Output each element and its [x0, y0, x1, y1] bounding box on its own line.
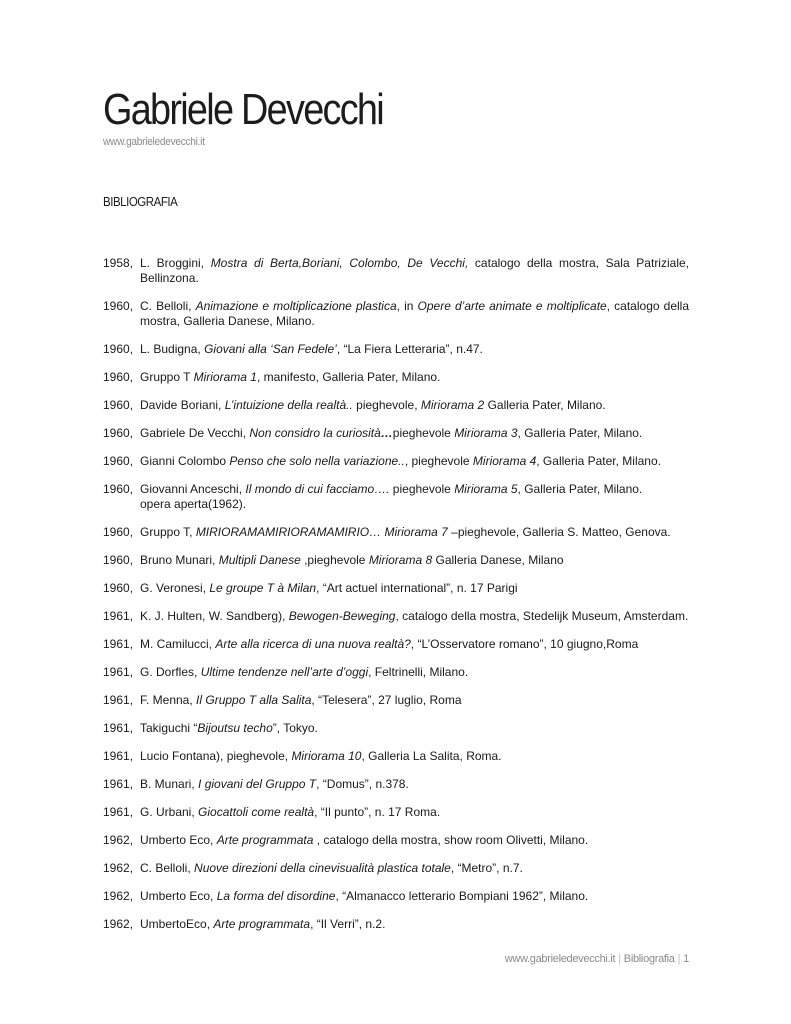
- entry-text-run: Davide Boriani,: [140, 398, 225, 412]
- entry-text-run: Giovanni Anceschi,: [140, 482, 246, 496]
- bibliography-entry: [103, 454, 689, 469]
- entry-text-run: , in: [396, 299, 418, 313]
- entry-text-run: , manifesto, Galleria Pater, Milano.: [256, 370, 441, 384]
- footer-website: www.gabrieledevecchi.it: [504, 953, 616, 965]
- bibliography-entry: [103, 777, 689, 792]
- entry-text-run: , Galleria Pater, Milano.: [536, 454, 661, 468]
- entry-text-run: , Galleria Pater, Milano.: [517, 426, 643, 440]
- page-title: Gabriele Devecchi: [103, 85, 383, 134]
- bibliography-entry: [103, 426, 689, 441]
- entry-work-title: Mostra di Berta,Boriani, Colombo, De Vecchi,: [210, 256, 469, 270]
- entry-text-run: Umberto Eco,: [140, 889, 217, 903]
- bibliography-entry: [103, 482, 689, 512]
- entry-year: 1961,: [103, 637, 134, 651]
- bibliography-entry: [103, 665, 689, 680]
- entry-text-run: Gabriele De Vecchi,: [140, 426, 250, 440]
- bibliography-entry: [103, 889, 689, 904]
- entry-work-title: Le groupe T à Milan: [209, 581, 317, 595]
- footer-separator: |: [618, 953, 621, 965]
- entry-year: 1960,: [103, 370, 134, 384]
- entry-text: [140, 917, 689, 932]
- entry-text-run: ”, Tokyo.: [272, 721, 318, 735]
- bibliography-entry: [103, 637, 689, 652]
- entry-year: 1962,: [103, 833, 134, 847]
- entry-text-run: Gianni Colombo: [140, 454, 230, 468]
- entry-text-run: –pieghevole, Galleria S. Matteo, Genova.: [447, 525, 671, 539]
- entry-text: [140, 609, 689, 624]
- bibliography-entry: [103, 805, 689, 820]
- entry-text: [140, 833, 689, 848]
- entry-year: 1962,: [103, 861, 134, 875]
- entry-work-title: Il Gruppo T alla Salita: [196, 693, 312, 707]
- entry-text-run: C. Belloli,: [140, 299, 196, 313]
- footer-separator: |: [677, 953, 681, 965]
- entry-year: 1960,: [103, 426, 134, 440]
- bibliography-entry: [103, 693, 689, 708]
- entry-work-title: Miriorama 2: [420, 398, 485, 412]
- entry-text: [140, 861, 689, 876]
- entry-year: 1961,: [103, 665, 134, 679]
- entry-text: [140, 482, 689, 512]
- entry-text: [140, 637, 689, 652]
- entry-text: [140, 426, 689, 441]
- entry-text-run: , Galleria La Salita, Roma.: [361, 749, 502, 763]
- entry-year: 1961,: [103, 721, 134, 735]
- entry-text-run: K. J. Hulten, W. Sandberg),: [140, 609, 289, 623]
- entry-text: [140, 889, 689, 904]
- entry-year: 1962,: [103, 917, 134, 931]
- entry-work-title: Miriorama 1: [193, 370, 257, 384]
- bibliography-entry: [103, 299, 689, 329]
- entry-work-title: Penso che solo nella variazione..: [229, 454, 405, 468]
- entry-text-run: , “Il punto”, n. 17 Roma.: [314, 805, 441, 819]
- entry-year: 1958,: [103, 256, 134, 270]
- entry-text-run: Galleria Pater, Milano.: [484, 398, 606, 412]
- entry-text-run: , catalogo della mostra, Galleria Danese, Milano.: [140, 299, 689, 328]
- entry-year: 1961,: [103, 805, 134, 819]
- footer-section: Bibliografia: [623, 953, 675, 965]
- entry-text-run: catalogo della mostra, Sala Patriziale, Bellinzona.: [140, 256, 689, 285]
- entry-text: [140, 777, 689, 792]
- entry-work-title: Arte programmata: [213, 917, 311, 931]
- entry-year: 1960,: [103, 553, 134, 567]
- section-title: BIBLIOGRAFIA: [103, 195, 178, 209]
- bibliography-entry: [103, 256, 689, 286]
- entry-work-title: Bijoutsu techo: [197, 721, 273, 735]
- entry-work-title: Opere d’arte animate e moltiplicate: [417, 299, 607, 313]
- bibliography-entry: [103, 861, 689, 876]
- entry-year: 1961,: [103, 693, 134, 707]
- entry-year: 1960,: [103, 342, 134, 356]
- bibliography-entry: [103, 721, 689, 736]
- entry-text: [140, 749, 689, 764]
- entry-text-run: G. Veronesi,: [140, 581, 210, 595]
- entry-text-run: M. Camilucci,: [140, 637, 216, 651]
- entry-text: [140, 581, 689, 596]
- entry-work-title: Arte alla ricerca di una nuova realtà?: [215, 637, 411, 651]
- entry-work-title: Animazione e moltiplicazione plastica: [195, 299, 397, 313]
- entry-year: 1960,: [103, 398, 134, 412]
- entry-year: 1961,: [103, 777, 134, 791]
- entry-text-run: , pieghevole: [404, 454, 473, 468]
- entry-year: 1960,: [103, 299, 134, 313]
- entry-year: 1961,: [103, 749, 134, 763]
- entry-work-title: Miriorama 8: [368, 553, 433, 567]
- entry-work-title: Nuove direzioni della cinevisualità plastica totale: [194, 861, 451, 875]
- entry-text: [140, 693, 689, 708]
- entry-text-run: UmbertoEco,: [140, 917, 214, 931]
- entry-text-emphasis: …: [380, 426, 393, 440]
- entry-text-run: , Feltrinelli, Milano.: [368, 665, 469, 679]
- footer-page-number: 1: [683, 953, 689, 965]
- entry-year: 1960,: [103, 581, 134, 595]
- entry-text-run: ,pieghevole: [300, 553, 369, 567]
- entry-work-title: I giovani del Gruppo T: [198, 777, 317, 791]
- entry-text-run: Umberto Eco,: [140, 833, 217, 847]
- entry-text-run: , “Art actuel international”, n. 17 Parigi: [316, 581, 518, 595]
- entry-text-run: G. Dorfles,: [140, 665, 201, 679]
- entry-year: 1962,: [103, 889, 134, 903]
- entry-work-title: Miriorama 5: [454, 482, 518, 496]
- entry-text-run: pieghevole: [389, 482, 455, 496]
- bibliography-entry: [103, 553, 689, 568]
- entry-text-run: , catalogo della mostra, show room Olivetti, Milano.: [313, 833, 589, 847]
- entry-work-title: Miriorama 10: [291, 749, 362, 763]
- entry-text-run: Galleria Danese, Milano: [432, 553, 564, 567]
- bibliography-entry: [103, 342, 689, 357]
- entry-text-run: L. Budigna,: [140, 342, 205, 356]
- entry-text-run: Gruppo T,: [140, 525, 196, 539]
- entry-work-title: Giocattoli come realtà: [198, 805, 315, 819]
- entry-text-run: , “Domus”, n.378.: [316, 777, 409, 791]
- entry-text: [140, 342, 689, 357]
- entry-work-title: Multipli Danese: [218, 553, 301, 567]
- entry-work-title: Arte programmata: [216, 833, 314, 847]
- entry-work-title: Ultime tendenze nell’arte d’oggi: [200, 665, 369, 679]
- entry-text-run: , “Almanacco letterario Bompiani 1962”, Milano.: [335, 889, 589, 903]
- entry-text-run: , “Metro”, n.7.: [450, 861, 523, 875]
- entry-text: [140, 256, 689, 286]
- entry-text: [140, 370, 689, 385]
- entry-text-run: , Galleria Pater, Milano. opera aperta(1962).: [140, 482, 643, 511]
- entry-text-run: G. Urbani,: [140, 805, 199, 819]
- header-website: www.gabrieledevecchi.it: [103, 136, 205, 148]
- entry-text: [140, 454, 689, 469]
- entry-work-title: La forma del disordine: [216, 889, 336, 903]
- entry-text: [140, 525, 689, 540]
- entry-text-run: B. Munari,: [140, 777, 199, 791]
- bibliography-entry: [103, 917, 689, 932]
- entry-text-run: , “L’Osservatore romano”, 10 giugno,Roma: [410, 637, 639, 651]
- entry-text-run: , catalogo della mostra, Stedelijk Museum, Amsterdam.: [395, 609, 689, 623]
- bibliography-list: [103, 256, 689, 945]
- entry-text-run: Gruppo T: [140, 370, 194, 384]
- entry-text-run: , “La Fiera Letteraria”, n.47.: [336, 342, 483, 356]
- entry-year: 1961,: [103, 609, 134, 623]
- entry-work-title: Giovani alla ‘San Fedele’: [204, 342, 337, 356]
- entry-text: [140, 553, 689, 568]
- bibliography-entry: [103, 749, 689, 764]
- entry-work-title: Non considro la curiosità: [249, 426, 381, 440]
- page-header: [103, 86, 429, 148]
- entry-text-run: L. Broggini,: [140, 256, 211, 270]
- entry-text-run: , “Telesera”, 27 luglio, Roma: [311, 693, 462, 707]
- entry-text: [140, 398, 689, 413]
- entry-year: 1960,: [103, 482, 134, 496]
- entry-work-title: L’intuizione della realtà..: [224, 398, 353, 412]
- bibliography-entry: [103, 833, 689, 848]
- entry-work-title: Bewogen-Beweging: [288, 609, 396, 623]
- entry-text-run: Lucio Fontana), pieghevole,: [140, 749, 292, 763]
- entry-text-run: Takiguchi “: [140, 721, 198, 735]
- entry-work-title: Miriorama 3: [454, 426, 518, 440]
- entry-year: 1960,: [103, 525, 134, 539]
- entry-text-run: , “Il Verri”, n.2.: [310, 917, 386, 931]
- page-footer: [505, 953, 689, 965]
- entry-text: [140, 665, 689, 680]
- bibliography-entry: [103, 581, 689, 596]
- bibliography-entry: [103, 398, 689, 413]
- entry-work-title: MIRIORAMAMIRIORAMAMIRIO… Miriorama 7: [195, 525, 448, 539]
- entry-text-run: C. Belloli,: [140, 861, 195, 875]
- entry-text-run: pieghevole: [392, 426, 455, 440]
- entry-work-title: Il mondo di cui facciamo….: [245, 482, 390, 496]
- entry-work-title: Miriorama 4: [472, 454, 537, 468]
- bibliography-entry: [103, 609, 689, 624]
- entry-text: [140, 721, 689, 736]
- entry-text-run: F. Menna,: [140, 693, 197, 707]
- entry-text-run: pieghevole,: [352, 398, 421, 412]
- entry-text-run: Bruno Munari,: [140, 553, 219, 567]
- entry-text: [140, 299, 689, 329]
- bibliography-entry: [103, 370, 689, 385]
- entry-year: 1960,: [103, 454, 134, 468]
- entry-text: [140, 805, 689, 820]
- bibliography-entry: [103, 525, 689, 540]
